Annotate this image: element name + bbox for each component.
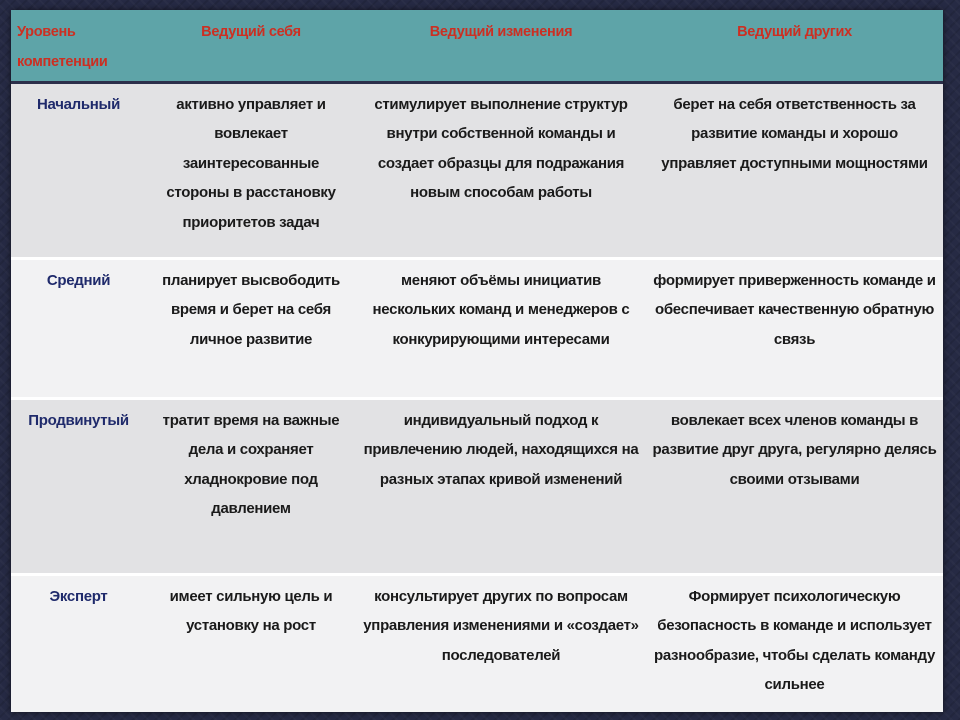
table-header-row [11, 10, 943, 82]
change-cell: стимулирует выполнение структур внутри собственной команды и создает образцы для подражания новым способам работы [356, 82, 646, 258]
change-cell: консультирует других по вопросам управления изменениями и «создает» последователей [356, 574, 646, 712]
change-cell: меняют объёмы инициатив нескольких команд и менеджеров с конкурирующими интересами [356, 258, 646, 398]
others-cell: формирует приверженность команде и обеспечивает качественную обратную связь [646, 258, 943, 398]
header-self-leader: Ведущий себя [146, 10, 356, 82]
header-competency-level: Уровень компетенции [11, 10, 146, 82]
level-cell: Продвинутый [11, 398, 146, 574]
table-row [11, 82, 943, 258]
level-cell: Эксперт [11, 574, 146, 712]
table-row [11, 574, 943, 712]
header-others-leader: Ведущий других [646, 10, 943, 82]
self-cell: имеет сильную цель и установку на рост [146, 574, 356, 712]
others-cell: вовлекает всех членов команды в развитие друг друга, регулярно делясь своими отзывами [646, 398, 943, 574]
competency-table [11, 10, 943, 712]
self-cell: активно управляет и вовлекает заинтересованные стороны в расстановку приоритетов задач [146, 82, 356, 258]
others-cell: берет на себя ответственность за развитие команды и хорошо управляет доступными мощностями [646, 82, 943, 258]
level-cell: Начальный [11, 82, 146, 258]
self-cell: планирует высвободить время и берет на себя личное развитие [146, 258, 356, 398]
slide-frame [11, 10, 943, 712]
table-row [11, 398, 943, 574]
level-cell: Средний [11, 258, 146, 398]
self-cell: тратит время на важные дела и сохраняет хладнокровие под давлением [146, 398, 356, 574]
change-cell: индивидуальный подход к привлечению людей, находящихся на разных этапах кривой изменений [356, 398, 646, 574]
header-change-leader: Ведущий изменения [356, 10, 646, 82]
others-cell: Формирует психологическую безопасность в команде и использует разнообразие, чтобы сделать команду сильнее [646, 574, 943, 712]
table-row [11, 258, 943, 398]
